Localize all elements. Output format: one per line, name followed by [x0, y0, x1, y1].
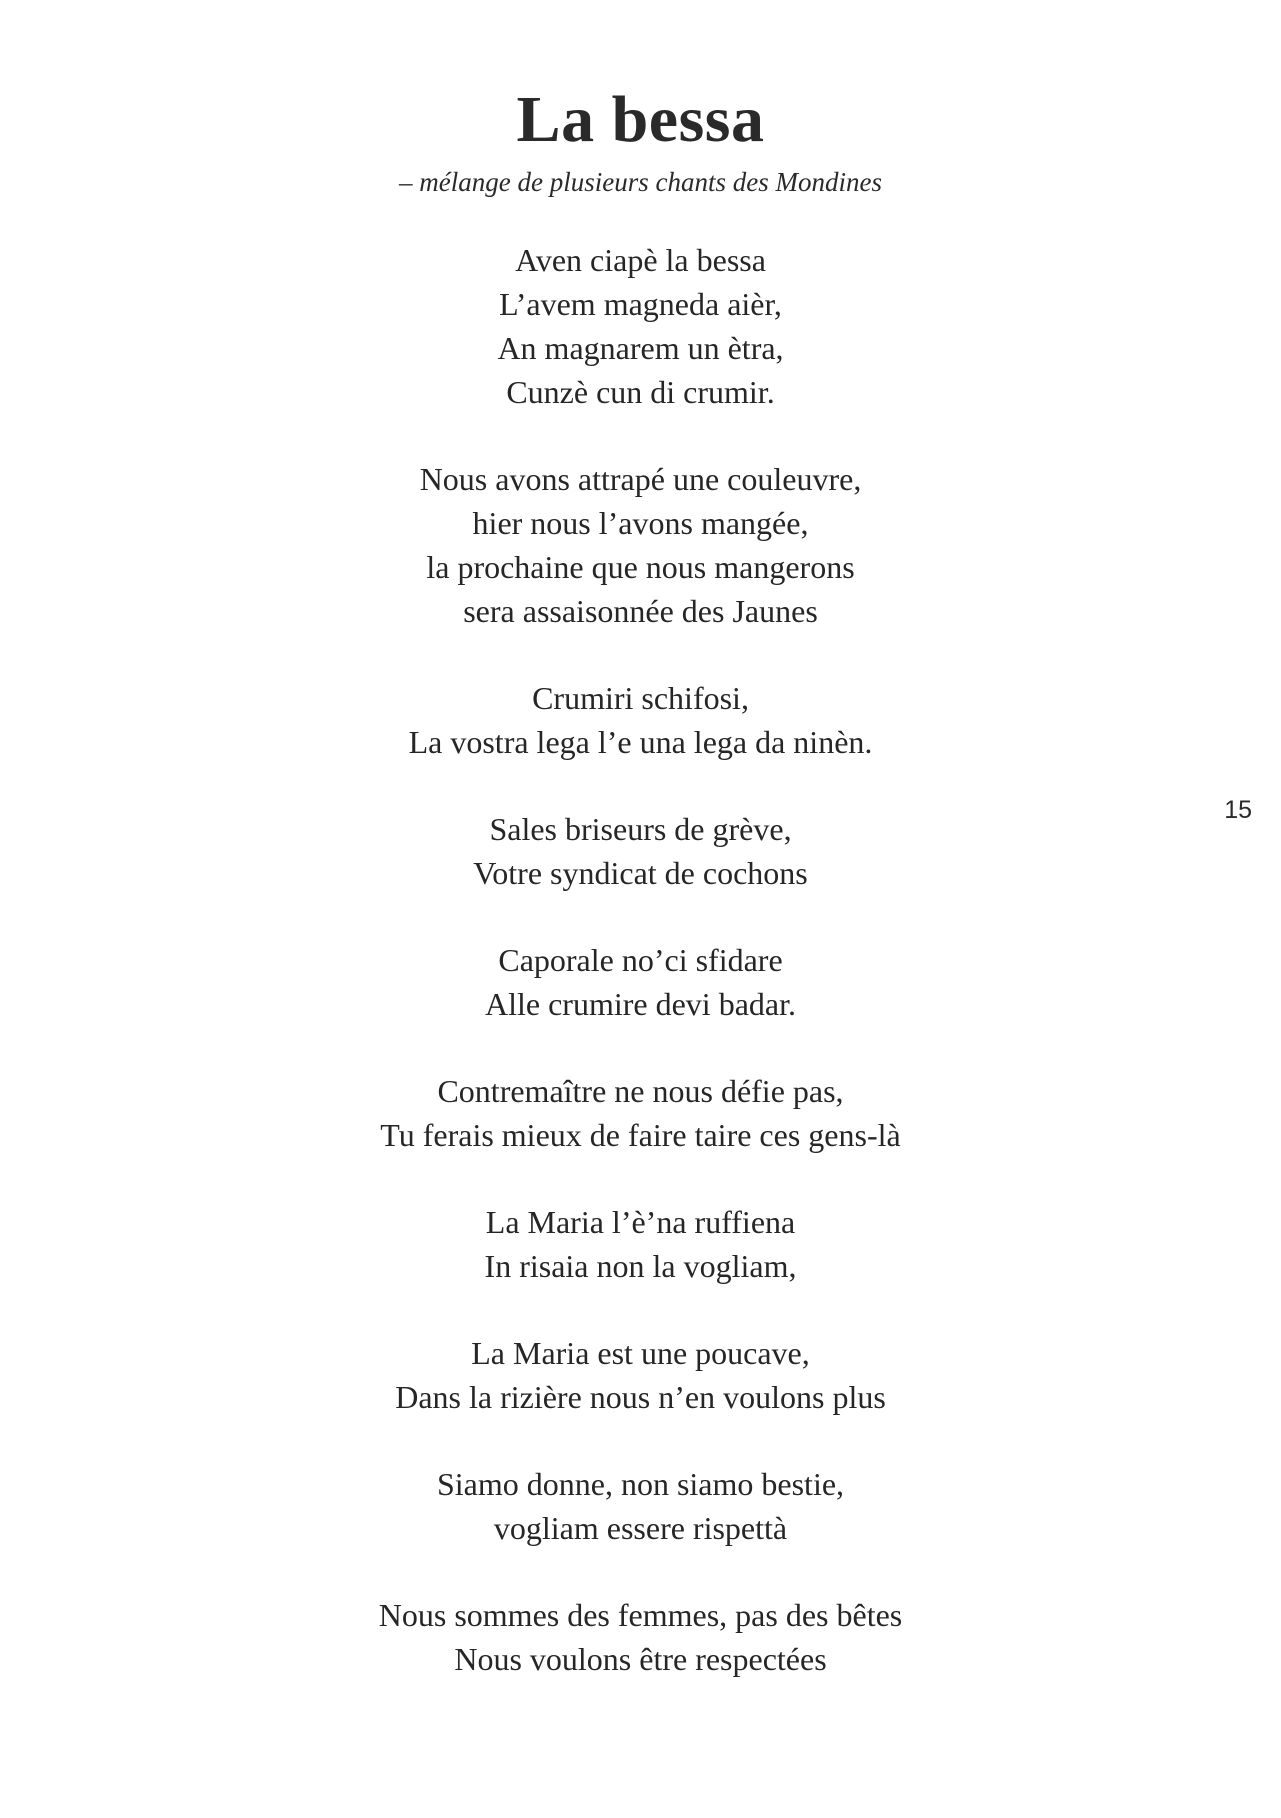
stanza: [0, 238, 1281, 414]
stanza: [0, 1331, 1281, 1419]
poem-line: Sales briseurs de grève,: [489, 811, 792, 847]
poem-line: Nous avons attrapé une couleuvre,: [419, 461, 862, 497]
poem-line: Siamo donne, non siamo bestie,: [436, 1466, 845, 1502]
stanza: [0, 457, 1281, 633]
poem-line: La Maria l’è’na ruffiena: [485, 1204, 796, 1240]
poem-line: Dans la rizière nous n’en voulons plus: [395, 1379, 886, 1415]
poem-line: Nous sommes des femmes, pas des bêtes: [378, 1597, 903, 1633]
poem-line: Crumiri schifosi,: [532, 680, 749, 716]
poem-line: La Maria est une poucave,: [471, 1335, 810, 1371]
stanza: [0, 807, 1281, 895]
stanza: [0, 1200, 1281, 1288]
poem-line: Nous voulons être respectées: [454, 1641, 827, 1677]
stanza: [0, 938, 1281, 1026]
stanza: [0, 1593, 1281, 1681]
stanza: [0, 676, 1281, 764]
poem-line: L’avem magneda aièr,: [499, 286, 782, 322]
poem-line: Caporale no’ci sfidare: [498, 942, 783, 978]
poem-line: hier nous l’avons mangée,: [472, 505, 809, 541]
poem-header: [0, 78, 1281, 200]
poem-line: la prochaine que nous mangerons: [426, 549, 855, 585]
stanza: [0, 1462, 1281, 1550]
poem-body: [0, 238, 1281, 1724]
poem-line: La vostra lega l’e una lega da ninèn.: [408, 724, 873, 760]
poem-line: Cunzè cun di crumir.: [506, 374, 775, 410]
page-number: 15: [1224, 796, 1252, 824]
stanza: [0, 1069, 1281, 1157]
poem-line: Alle crumire devi badar.: [485, 986, 796, 1022]
poem-line: Tu ferais mieux de faire taire ces gens-là: [380, 1117, 901, 1153]
page-title: La bessa: [516, 83, 765, 156]
poem-line: Aven ciapè la bessa: [515, 242, 766, 278]
poem-line: In risaia non la vogliam,: [484, 1248, 797, 1284]
poem-line: Contremaître ne nous défie pas,: [437, 1073, 844, 1109]
poem-line: vogliam essere rispettà: [493, 1510, 788, 1546]
poem-line: sera assaisonnée des Jaunes: [463, 593, 818, 629]
poem-line: Votre syndicat de cochons: [473, 855, 808, 891]
poem-line: An magnarem un ètra,: [497, 330, 784, 366]
page-subtitle: – mélange de plusieurs chants des Mondines: [399, 167, 882, 197]
